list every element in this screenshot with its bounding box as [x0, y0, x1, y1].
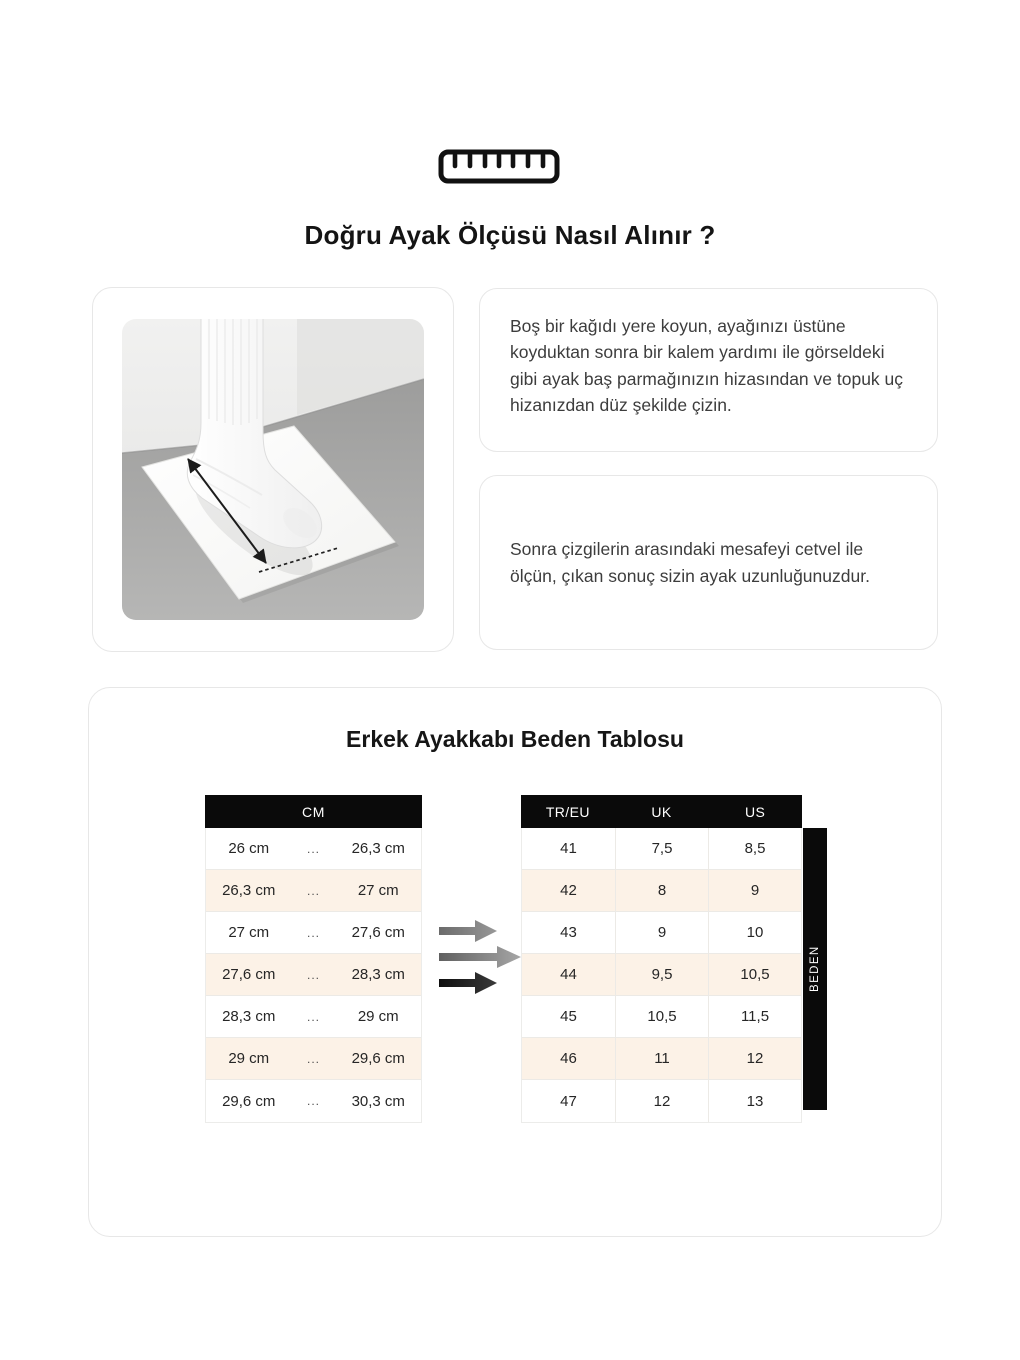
size-value: 9,5 [615, 954, 708, 995]
size-value: 11,5 [708, 996, 801, 1037]
instruction-text: Boş bir kağıdı yere koyun, ayağınızı üstüne koyduktan sonra bir kalem yardımı ile görseldeki gibi ayak baş parmağınızın hizasından ve topuk uç hizanızdan düz şekilde çizin. [510, 316, 904, 415]
size-value: 12 [615, 1080, 708, 1122]
size-value: 12 [708, 1038, 801, 1079]
conv-header-cell: US [745, 803, 766, 820]
range-separator: ... [306, 967, 320, 982]
cm-range-from: 28,3 cm [222, 1008, 276, 1025]
cm-range-to: 30,3 cm [351, 1092, 405, 1110]
size-value: 43 [560, 924, 577, 941]
conversion-table [521, 795, 802, 1123]
range-separator: ... [306, 1051, 320, 1066]
conv-table-row [522, 1038, 801, 1080]
cm-range-from: 27 cm [228, 924, 270, 941]
range-separator: ... [306, 1094, 320, 1108]
foot-measurement-photo [122, 319, 424, 620]
size-value: 11 [615, 1038, 708, 1079]
cm-range-from: 27,6 cm [222, 966, 276, 983]
cm-range-to: 26,3 cm [351, 840, 405, 857]
size-value: 44 [560, 966, 577, 983]
range-separator: ... [306, 925, 320, 940]
cm-table-row [206, 828, 421, 870]
size-value: 47 [560, 1092, 577, 1110]
beden-side-label: BEDEN [803, 828, 827, 1110]
cm-table-row [206, 912, 421, 954]
cm-table-header: CM [205, 795, 422, 828]
cm-range-to: 27 cm [357, 882, 399, 899]
conv-table-row [522, 828, 801, 870]
range-separator: ... [306, 841, 320, 856]
size-value: 46 [560, 1050, 577, 1067]
cm-table-row [206, 1080, 421, 1122]
range-separator: ... [306, 1009, 320, 1024]
conv-table-row [522, 870, 801, 912]
cm-range-to: 27,6 cm [351, 924, 405, 941]
range-separator: ... [306, 883, 320, 898]
instruction-text: Sonra çizgilerin arasındaki mesafeyi cetvel ile ölçün, çıkan sonuç sizin ayak uzunluğunuzdur. [510, 539, 870, 586]
size-value: 10 [708, 912, 801, 953]
cm-range-to: 29,6 cm [351, 1050, 405, 1067]
cm-table-row [206, 996, 421, 1038]
cm-range-from: 29 cm [228, 1050, 270, 1067]
cm-range-from: 26 cm [228, 840, 270, 857]
size-table-title: Erkek Ayakkabı Beden Tablosu [346, 726, 684, 752]
size-value: 7,5 [615, 828, 708, 869]
cm-range-from: 26,3 cm [222, 882, 276, 899]
size-value: 10,5 [615, 996, 708, 1037]
transfer-arrows-icon [437, 920, 525, 994]
conv-header-cell: TR/EU [545, 803, 590, 820]
conv-table-row [522, 1080, 801, 1122]
size-value: 8 [615, 870, 708, 911]
size-value: 9 [708, 870, 801, 911]
size-value: 42 [560, 882, 577, 899]
size-value: 45 [560, 1008, 577, 1025]
size-value: 8,5 [708, 828, 801, 869]
instruction-card [479, 475, 938, 650]
size-table-card [88, 687, 942, 1237]
instruction-card [479, 288, 938, 452]
cm-range-from: 29,6 cm [222, 1092, 276, 1110]
size-value: 13 [708, 1080, 801, 1122]
conv-table-body [521, 828, 802, 1123]
conv-table-header [521, 795, 802, 828]
conv-table-row [522, 954, 801, 996]
conv-table-row [522, 996, 801, 1038]
page-title: Doğru Ayak Ölçüsü Nasıl Alınır ? [304, 220, 716, 250]
cm-table-row [206, 954, 421, 996]
size-value: 41 [560, 840, 577, 857]
cm-table-row [206, 870, 421, 912]
photo-card [92, 287, 454, 652]
cm-range-to: 28,3 cm [351, 966, 405, 983]
conv-table-row [522, 912, 801, 954]
size-value: 9 [615, 912, 708, 953]
cm-table [205, 795, 422, 1123]
cm-table-body [205, 828, 422, 1123]
cm-table-row [206, 1038, 421, 1080]
conv-header-cell: UK [651, 803, 672, 820]
ruler-icon [438, 149, 560, 184]
size-value: 10,5 [708, 954, 801, 995]
cm-range-to: 29 cm [357, 1008, 399, 1025]
